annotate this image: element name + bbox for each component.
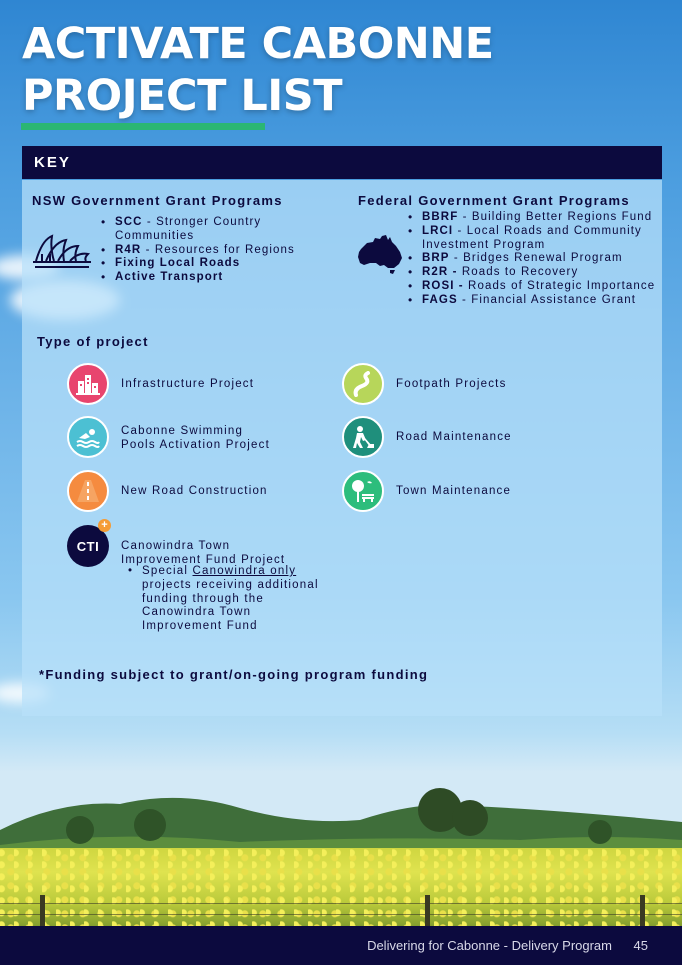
list-item [408,266,660,280]
federal-heading: Federal Government Grant Programs [358,193,630,208]
title-underline [21,123,265,130]
program-desc: - Stronger Country Communities [115,216,262,242]
program-abbr: FAGS [422,293,458,306]
list-item [408,252,660,266]
nsw-program-list [101,216,301,285]
fence-post [40,895,45,927]
cti-note-text: Special [142,565,193,577]
program-desc: Roads of Strategic Importance [463,279,656,292]
key-heading: KEY [22,146,662,179]
fence-wire [0,903,682,904]
pools-label [121,424,270,452]
opera-house-icon [32,234,92,270]
pools-label-line-2: Pools Activation Project [121,439,270,451]
list-item [101,271,301,285]
list-item [101,257,301,271]
program-abbr: BBRF [422,211,459,223]
canola-field [0,848,682,928]
program-abbr: R2R - [422,266,458,279]
road-icon [67,470,109,512]
program-abbr: ROSI - [422,279,464,292]
list-item [408,211,660,225]
pools-label-line-1: Cabonne Swimming [121,425,244,437]
funding-note: *Funding subject to grant/on-going program funding [39,667,429,682]
footpath-label: Footpath Projects [396,378,507,390]
list-item [101,244,301,258]
program-desc: - Building Better Regions Fund [458,211,653,223]
fence-post [640,895,645,927]
cti-label [121,539,285,567]
cti-label-line-1: Canowindra Town [121,540,231,552]
federal-program-list [408,211,660,308]
program-desc: Roads to Recovery [457,266,579,279]
road-worker-icon [342,416,384,458]
plus-icon: + [98,519,111,532]
program-desc: - Local Roads and Community Investment Program [422,224,642,251]
town-maintenance-label: Town Maintenance [396,485,512,497]
program-abbr: SCC [115,216,143,228]
tree-bench-icon [342,470,384,512]
page-number: 45 [633,938,648,953]
infrastructure-label: Infrastructure Project [121,378,255,390]
program-abbr: LRCI [422,224,454,237]
program-desc: - Financial Assistance Grant [457,293,636,306]
page-title [22,18,494,122]
cti-note-underlined: Canowindra only [192,565,297,577]
fence-wire [0,914,682,915]
program-abbr: Fixing Local Roads [115,257,241,270]
list-item [408,294,660,308]
program-abbr: BRP [422,252,450,265]
page-footer [0,926,682,965]
title-line-1: ACTIVATE CABONNE [22,19,494,69]
cti-note-list [128,565,328,634]
list-item [408,280,660,294]
cti-icon-text: CTI [76,538,100,554]
fence-post [425,895,430,927]
program-desc: - Resources for Regions [141,243,295,256]
cti-label-line-2: Improvement Fund Project [121,554,286,566]
title-line-2: PROJECT LIST [22,71,343,121]
footpath-icon [342,363,384,405]
footer-text: Delivering for Cabonne - Delivery Program [367,938,612,953]
new-road-label: New Road Construction [121,485,268,497]
program-desc: - Bridges Renewal Program [449,252,623,265]
list-item [101,216,301,244]
list-item [408,225,660,253]
program-abbr: R4R [115,243,142,256]
australia-map-icon [355,233,405,275]
list-item [128,565,328,634]
road-maintenance-label: Road Maintenance [396,431,512,443]
swimming-icon [67,416,109,458]
nsw-heading: NSW Government Grant Programs [32,193,283,208]
cti-note-text: projects receiving additional funding through the Canowindra Town Improvement Fund [142,578,319,633]
project-type-heading: Type of project [37,334,149,349]
infrastructure-icon [67,363,109,405]
program-abbr: Active Transport [115,271,224,284]
